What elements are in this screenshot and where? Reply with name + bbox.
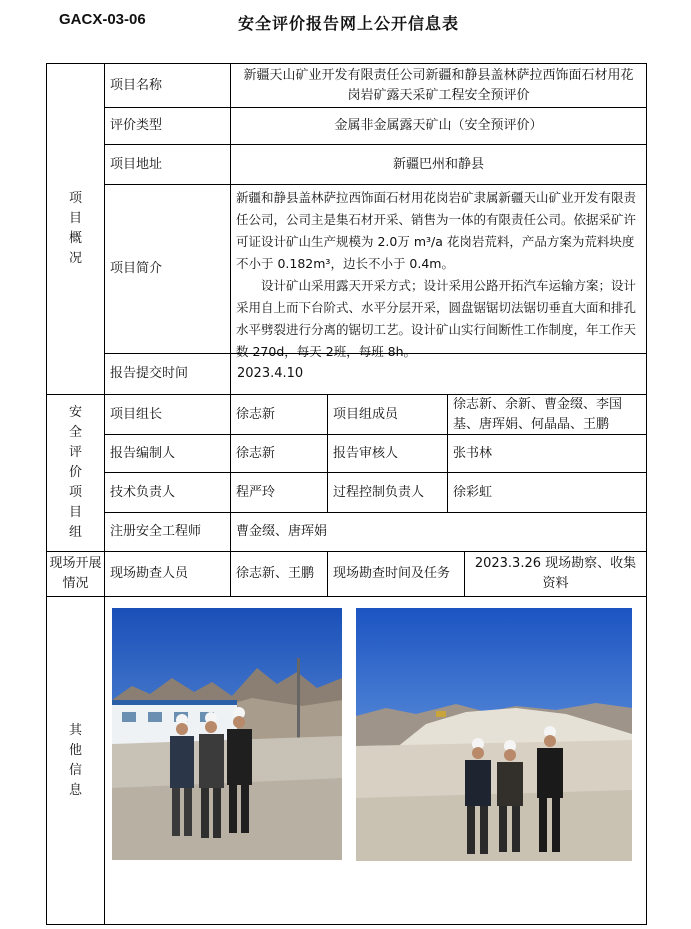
compiler-value: 徐志新 xyxy=(230,434,328,473)
reviewer-label: 报告审核人 xyxy=(327,434,448,473)
intro-paragraph-1: 新疆和静县盖林萨拉西饰面石材用花岗岩矿隶属新疆天山矿业开发有限责任公司，公司主是集石材开采、销售为一体的有限责任公司。依据采矿许可证设计矿山生产规模为 2.0万 m³/a 花岗岩荒料，产品方案为荒料块度不小于 0.182m³，边长不小于 0.4m。 xyxy=(236,190,637,271)
site-section-label: 现场开展情况 xyxy=(46,551,105,597)
project-name-value: 新疆天山矿业开发有限责任公司新疆和静县盖林萨拉西饰面石材用花岗岩矿露天采矿工程安全预评价 xyxy=(230,63,647,108)
document-code: GACX-03-06 xyxy=(59,11,146,28)
site-time-label: 现场勘查时间及任务 xyxy=(327,551,465,597)
project-name-label: 项目名称 xyxy=(104,63,231,108)
intro-paragraph-2: 设计矿山采用露天开采方式；设计采用公路开拓汽车运输方案；设计采用自上而下台阶式、水平分层开采，圆盘锯锯切法锯切垂直大面和排孔水平劈裂进行分离的锯切工艺。设计矿山实行间断性工作制度，年工作天数 270d，每天 2班，每班 8h。 xyxy=(236,278,637,359)
intro-text xyxy=(230,184,647,359)
page-title: 安全评价报告网上公开信息表 xyxy=(238,14,460,33)
tech-value: 程严玲 xyxy=(230,472,328,513)
site-photo-2 xyxy=(356,608,632,861)
site-staff-label: 现场勘查人员 xyxy=(104,551,231,597)
engineer-label: 注册安全工程师 xyxy=(104,512,231,552)
process-value: 徐彩虹 xyxy=(447,472,647,513)
overview-section-label: 项目概况 xyxy=(46,63,105,395)
reviewer-value: 张书林 xyxy=(447,434,647,473)
other-section-label: 其他信息 xyxy=(46,596,105,925)
eval-type-label: 评价类型 xyxy=(104,107,231,145)
members-label: 项目组成员 xyxy=(327,394,448,435)
address-label: 项目地址 xyxy=(104,144,231,185)
submit-time-value: 2023.4.10 xyxy=(230,353,647,395)
leader-label: 项目组长 xyxy=(104,394,231,435)
site-staff-value: 徐志新、王鹏 xyxy=(230,551,328,597)
process-label: 过程控制负责人 xyxy=(327,472,448,513)
eval-type-value: 金属非金属露天矿山（安全预评价） xyxy=(230,107,647,145)
team-section-label: 安全评价项目组 xyxy=(46,394,105,552)
site-time-value: 2023.3.26 现场勘察、收集资料 xyxy=(464,551,647,597)
engineer-value: 曹金缀、唐珲娟 xyxy=(230,512,647,552)
address-value: 新疆巴州和静县 xyxy=(230,144,647,185)
leader-value: 徐志新 xyxy=(230,394,328,435)
site-photo-1 xyxy=(112,608,342,860)
tech-label: 技术负责人 xyxy=(104,472,231,513)
compiler-label: 报告编制人 xyxy=(104,434,231,473)
members-value: 徐志新、余新、曹金缀、李国基、唐珲娟、何晶晶、王鹏 xyxy=(447,394,647,435)
submit-time-label: 报告提交时间 xyxy=(104,353,231,395)
intro-label: 项目简介 xyxy=(104,184,231,354)
